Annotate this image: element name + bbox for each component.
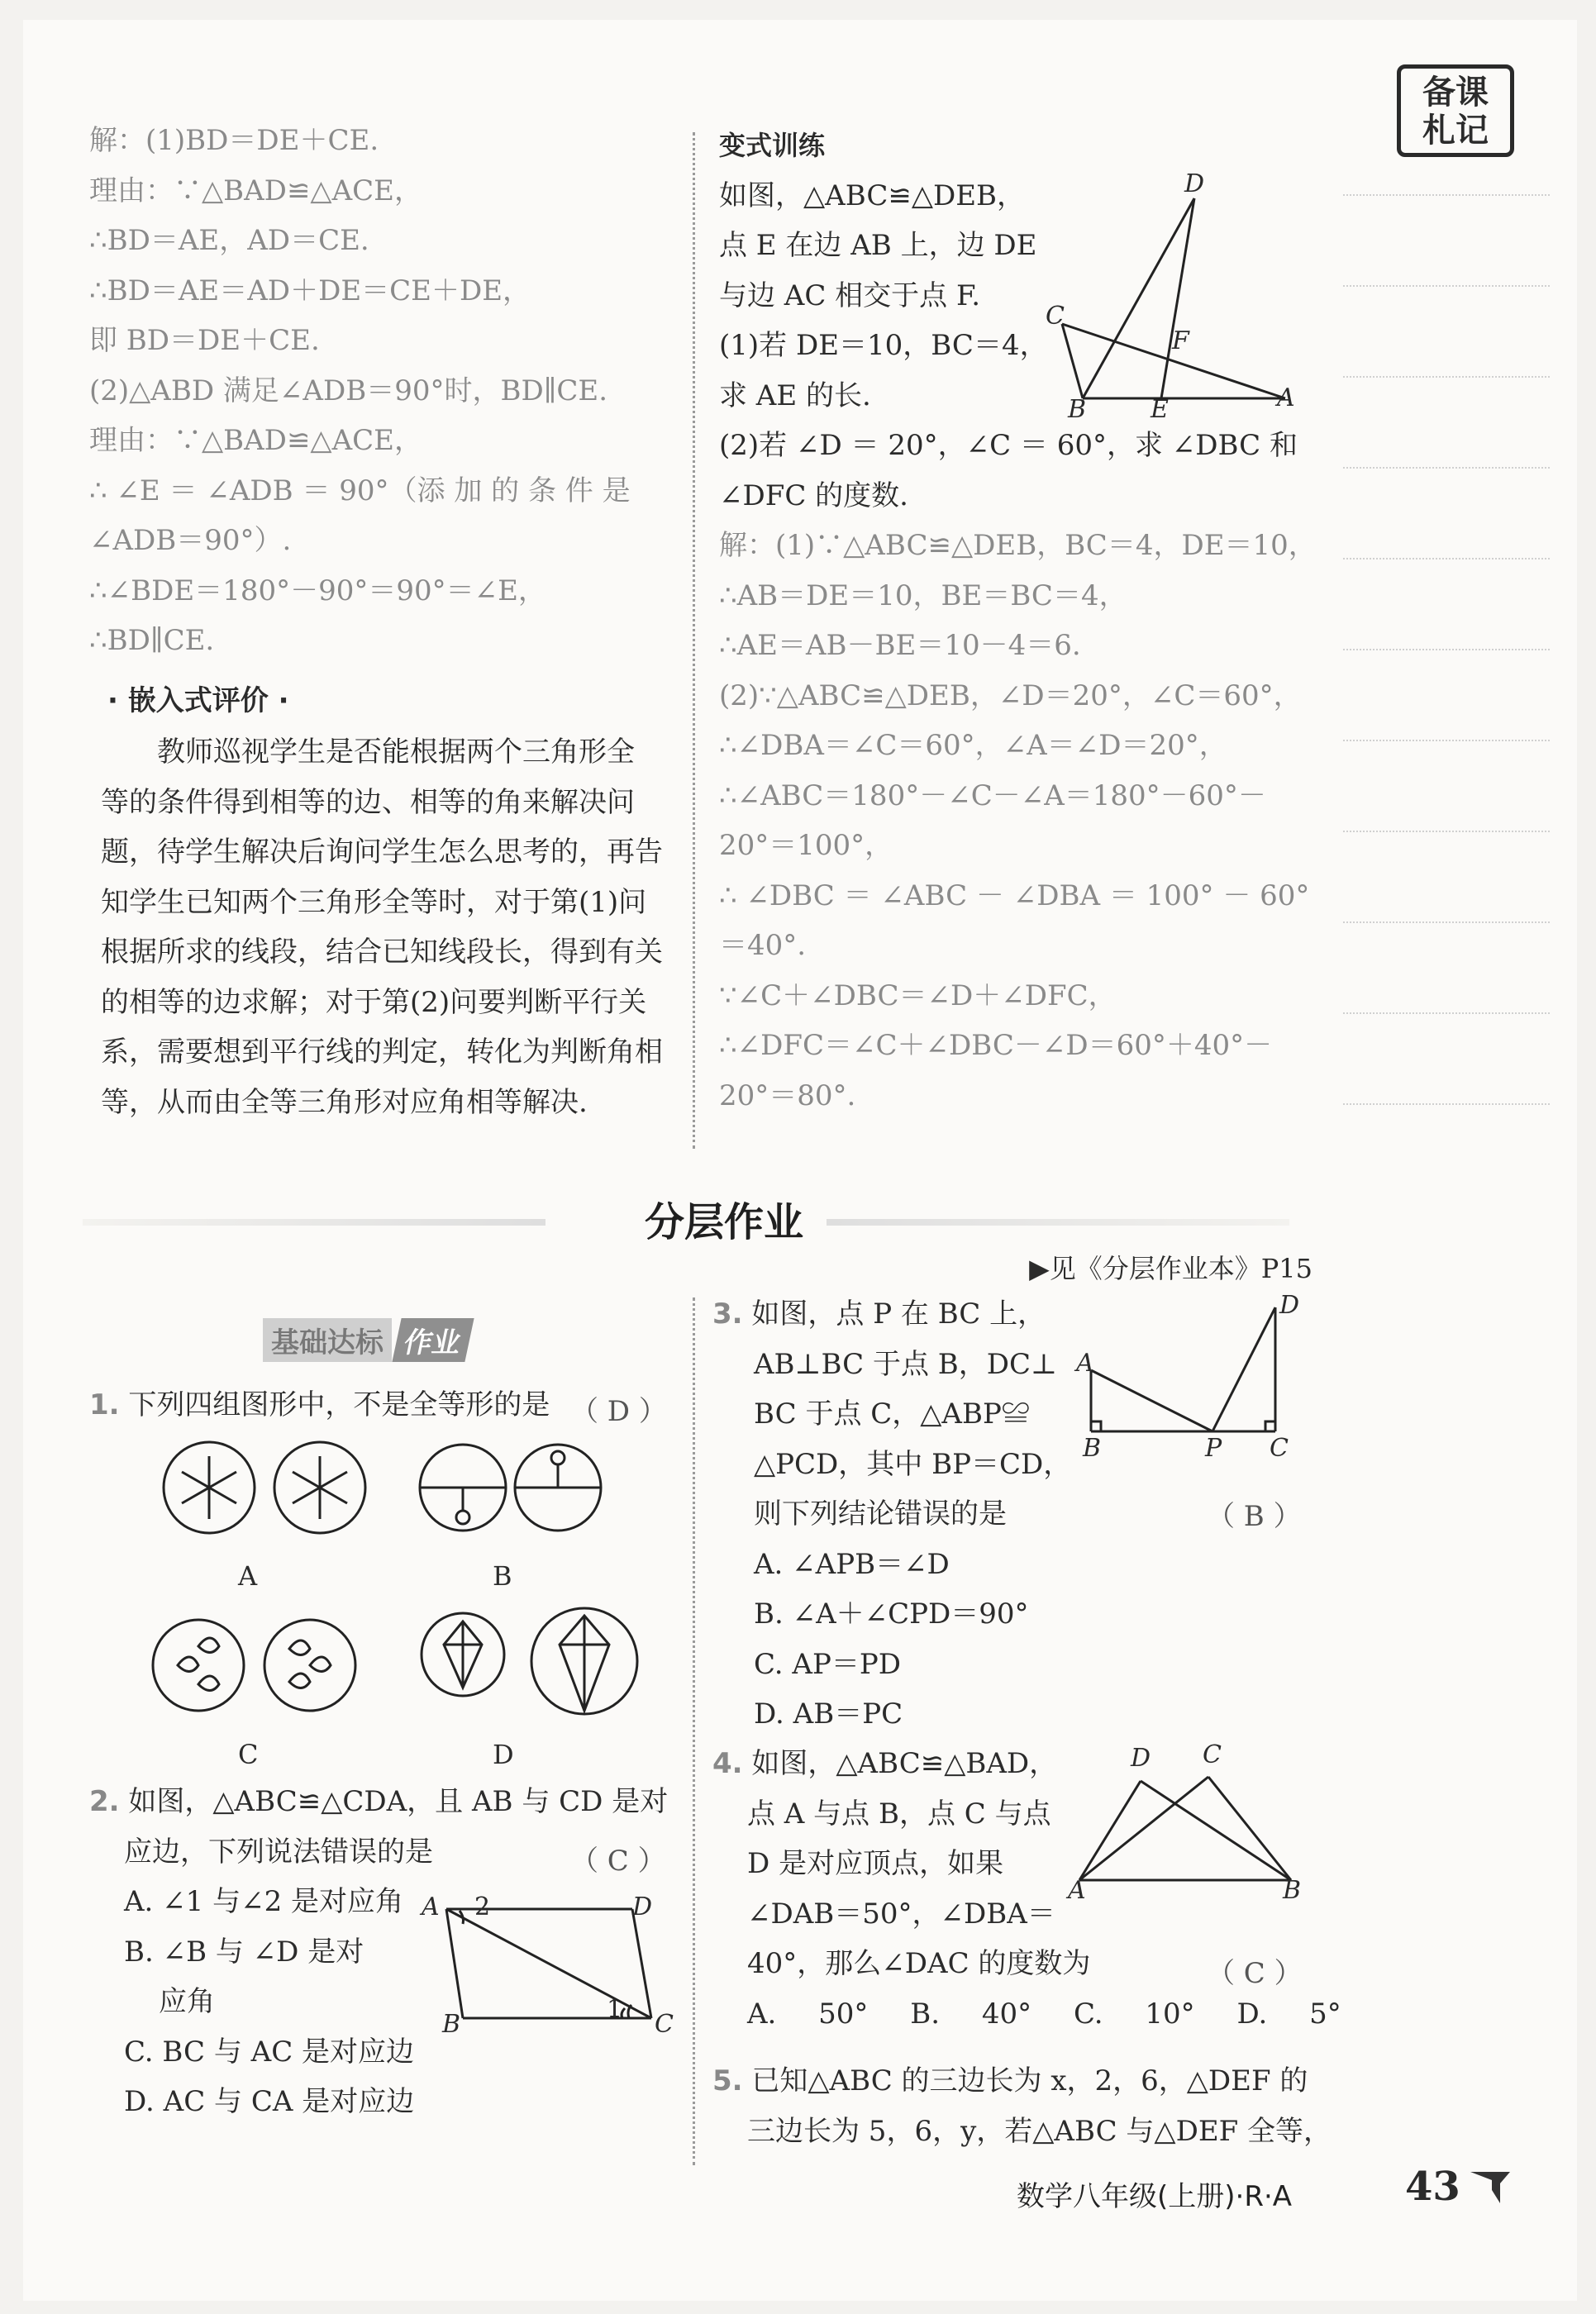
kite-d2 bbox=[560, 1616, 609, 1711]
solution-line: 解：(1)BD＝DE＋CE. bbox=[89, 124, 379, 157]
q4-label-B: B bbox=[1283, 1876, 1302, 1905]
q1-caption-a: A bbox=[238, 1560, 258, 1592]
workbook-reference: ▶见《分层作业本》P15 bbox=[1029, 1253, 1313, 1284]
variant-solution-line: 20°＝100°， bbox=[719, 829, 893, 862]
variant-solution-line: ∴ ∠DBC ＝ ∠ABC － ∠DBA ＝ 100° － 60° bbox=[719, 878, 1310, 912]
q2-label-1: 1 bbox=[607, 1995, 623, 2024]
q2-option-c: C. BC 与 AC 是对应边 bbox=[124, 2035, 415, 2069]
q4-answer: （ C ） bbox=[1207, 1957, 1303, 1990]
q3-number: 3. bbox=[712, 1297, 743, 1331]
q4-figure bbox=[1074, 1769, 1306, 1901]
solution-line: ∴BD＝AE，AD＝CE. bbox=[89, 224, 369, 257]
q2-line1: 如图，△ABC≌△CDA，且 AB 与 CD 是对 bbox=[128, 1785, 669, 1818]
variant-title: 变式训练 bbox=[719, 130, 826, 161]
solution-line: 即 BD＝DE＋CE. bbox=[89, 324, 320, 357]
q4-line: ∠DAB＝50°，∠DBA＝ bbox=[747, 1897, 1055, 1931]
section-banner bbox=[83, 1190, 1306, 1248]
q2-answer: （ C ） bbox=[570, 1845, 666, 1878]
variant-solution-line: ＝40°. bbox=[719, 929, 807, 962]
margin-ruled-line bbox=[1343, 921, 1550, 923]
variant-solution-line: ∴AE＝AB－BE＝10－4＝6. bbox=[719, 629, 1081, 662]
q4-number: 4. bbox=[712, 1747, 743, 1780]
q3-label-D: D bbox=[1279, 1291, 1300, 1320]
label-D: D bbox=[1184, 169, 1205, 198]
evaluation-line: 的相等的边求解；对于第(2)问要判断平行关 bbox=[101, 985, 647, 1019]
q3-label-B: B bbox=[1083, 1434, 1102, 1463]
solution-line: ∴BD＝AE＝AD＋DE＝CE＋DE， bbox=[89, 274, 531, 307]
q5-number: 5. bbox=[712, 2064, 743, 2097]
q2-label-D: D bbox=[632, 1893, 653, 1921]
question-3 bbox=[712, 1289, 1071, 1740]
hearts-c1 bbox=[178, 1638, 219, 1691]
variant-solution-line: ∴∠DFC＝∠C＋∠DBC－∠D＝60°＋40°－ bbox=[719, 1029, 1273, 1062]
variant-question-line: 求 AE 的长. bbox=[719, 379, 871, 412]
q3-line: △PCD，其中 BP＝CD， bbox=[754, 1447, 1072, 1481]
q1-caption-b: B bbox=[493, 1560, 512, 1592]
variant-figure bbox=[1025, 182, 1306, 421]
label-A: A bbox=[1277, 383, 1295, 412]
question-5 bbox=[712, 2056, 1332, 2156]
variant-question-line: ∠DFC 的度数. bbox=[719, 479, 908, 512]
q4-option-b: B. 40° bbox=[910, 1997, 1032, 2031]
q4-options bbox=[712, 1989, 1341, 2040]
q1-text: 下列四组图形中，不是全等形的是 bbox=[128, 1388, 550, 1421]
variant-solution-line: ∴AB＝DE＝10，BE＝BC＝4， bbox=[719, 578, 1127, 612]
page-number: 43 bbox=[1405, 2164, 1460, 2210]
column-separator-bottom bbox=[693, 1297, 695, 2165]
q2-option-a: A. ∠1 与∠2 是对应角 bbox=[124, 1885, 404, 1918]
q4-line: D 是对应顶点，如果 bbox=[747, 1847, 1004, 1880]
q4-label-D: D bbox=[1131, 1744, 1151, 1773]
q4-line: 40°，那么∠DAC 的度数为 bbox=[747, 1947, 1091, 1980]
evaluation-line: 题，待学生解决后询问学生怎么思考的，再告 bbox=[101, 836, 663, 869]
margin-ruled-line bbox=[1343, 467, 1550, 469]
variant-solution-line: 20°＝80°. bbox=[719, 1078, 856, 1112]
q4-option-c: C. 10° bbox=[1073, 1997, 1195, 2031]
evaluation-line: 等，从而由全等三角形对应角相等解决. bbox=[101, 1085, 588, 1119]
hearts-c2 bbox=[289, 1640, 331, 1688]
q4-line: 点 A 与点 B，点 C 与点 bbox=[747, 1797, 1051, 1831]
embedded-evaluation bbox=[107, 676, 289, 726]
margin-ruled-line bbox=[1343, 831, 1550, 832]
snowflake-a2 bbox=[293, 1456, 347, 1519]
q1-caption-c: C bbox=[238, 1739, 259, 1770]
q3-figure bbox=[1087, 1297, 1302, 1446]
variant-solution-line: 解：(1)∵△ABC≌△DEB，BC＝4，DE＝10， bbox=[719, 529, 1317, 562]
column-separator-top bbox=[693, 132, 695, 1149]
solution-line: 理由：∵△BAD≌△ACE， bbox=[89, 424, 422, 457]
solution-line: ∴∠BDE＝180°－90°＝90°＝∠E， bbox=[89, 574, 546, 607]
q4-option-d: D. 5° bbox=[1236, 1997, 1341, 2031]
margin-ruled-line bbox=[1343, 376, 1550, 378]
level-tag bbox=[263, 1318, 509, 1359]
variant-solution-line: ∴∠ABC＝180°－∠C－∠A＝180°－60°－ bbox=[719, 778, 1266, 812]
q2-line2: 应边，下列说法错误的是 bbox=[124, 1835, 433, 1869]
evaluation-line: 教师巡视学生是否能根据两个三角形全 bbox=[157, 736, 635, 769]
left-solution bbox=[89, 116, 631, 666]
level-tag-homework: 作业 bbox=[392, 1318, 474, 1362]
q2-option-d: D. AC 与 CA 是对应边 bbox=[124, 2085, 415, 2118]
snowflake-a1 bbox=[182, 1456, 236, 1519]
q2-label-A: A bbox=[422, 1893, 440, 1921]
margin-ruled-line bbox=[1343, 740, 1550, 741]
q3-option-c: C. AP＝PD bbox=[754, 1647, 901, 1681]
variant-question-line: 与边 AC 相交于点 F. bbox=[719, 279, 981, 312]
variant-question-line: (2)若 ∠D ＝ 20°，∠C ＝ 60°，求 ∠DBC 和 bbox=[719, 429, 1298, 462]
q2-figure bbox=[438, 1901, 661, 2033]
q3-line: BC 于点 C，△ABP≌ bbox=[754, 1397, 1030, 1431]
q2-label-2: 2 bbox=[474, 1893, 491, 1921]
q4-label-C: C bbox=[1203, 1740, 1222, 1769]
q4-label-A: A bbox=[1068, 1876, 1086, 1905]
evaluation-line: 系，需要想到平行线的判定，转化为判断角相 bbox=[101, 1036, 663, 1069]
banner-bar-left bbox=[83, 1219, 545, 1226]
q3-option-a: A. ∠APB＝∠D bbox=[754, 1547, 950, 1581]
q1-caption-d: D bbox=[493, 1739, 514, 1770]
variant-solution-line: (2)∵△ABC≌△DEB，∠D＝20°，∠C＝60°， bbox=[719, 678, 1302, 712]
section-title: 分层作业 bbox=[645, 1199, 804, 1245]
question-1 bbox=[89, 1380, 550, 1431]
q3-label-A: A bbox=[1076, 1349, 1094, 1378]
stamp-line2: 札记 bbox=[1422, 112, 1489, 150]
q4-option-a: A. 50° bbox=[747, 1997, 869, 2031]
label-F: F bbox=[1172, 326, 1189, 355]
variant-question-line: 如图，△ABC≌△DEB， bbox=[719, 179, 1026, 212]
page-corner-mark-icon bbox=[1467, 2165, 1517, 2207]
q5-line: 三边长为 5，6，y，若△ABC 与△DEF 全等， bbox=[747, 2114, 1332, 2148]
solution-line: 理由：∵△BAD≌△ACE， bbox=[89, 174, 422, 207]
evaluation-text bbox=[101, 727, 663, 1127]
margin-ruled-line bbox=[1343, 1103, 1550, 1105]
solution-line: ∠ADB＝90°）. bbox=[89, 524, 292, 557]
margin-ruled-line bbox=[1343, 558, 1550, 559]
kite-d1 bbox=[444, 1621, 482, 1688]
q5-line: 已知△ABC 的三边长为 x，2，6，△DEF 的 bbox=[751, 2064, 1308, 2097]
q1-figures bbox=[153, 1438, 682, 1752]
variant-question-line: (1)若 DE＝10，BC＝4， bbox=[719, 329, 1048, 362]
variant-solution bbox=[719, 521, 1317, 1121]
evaluation-line: 等的条件得到相等的边、相等的角来解决问 bbox=[101, 785, 635, 819]
footer-text: 数学八年级(上册)·R·A bbox=[1017, 2180, 1293, 2213]
q2-label-C: C bbox=[655, 2010, 674, 2039]
variant-question-line: 点 E 在边 AB 上，边 DE bbox=[719, 229, 1037, 262]
variant-solution-line: ∵∠C＋∠DBC＝∠D＋∠DFC， bbox=[719, 978, 1117, 1012]
q2-option-b-cont: 应角 bbox=[159, 1985, 215, 2018]
variant-solution-line: ∴∠DBA＝∠C＝60°，∠A＝∠D＝20°， bbox=[719, 729, 1227, 762]
stamp-line1: 备课 bbox=[1422, 74, 1489, 112]
q3-line: 如图，点 P 在 BC 上， bbox=[751, 1297, 1046, 1331]
solution-line: ∴ ∠E ＝ ∠ADB ＝ 90°（添 加 的 条 件 是 bbox=[89, 474, 631, 507]
q2-option-b: B. ∠B 与 ∠D 是对 bbox=[124, 1935, 364, 1969]
q3-line: AB⊥BC 于点 B，DC⊥ bbox=[754, 1347, 1057, 1381]
q3-label-C: C bbox=[1270, 1434, 1289, 1463]
q4-line: 如图，△ABC≌△BAD， bbox=[751, 1747, 1058, 1780]
evaluation-line: 知学生已知两个三角形全等时，对于第(1)问 bbox=[101, 885, 647, 919]
evaluation-title: · 嵌入式评价 · bbox=[107, 684, 289, 717]
q2-number: 2. bbox=[89, 1785, 120, 1818]
q2-label-B: B bbox=[442, 2010, 461, 2039]
margin-ruled-line bbox=[1343, 649, 1550, 650]
q1-answer: （ D ） bbox=[570, 1395, 667, 1428]
q3-label-P: P bbox=[1205, 1434, 1222, 1463]
label-B: B bbox=[1068, 395, 1087, 424]
q3-option-b: B. ∠A＋∠CPD＝90° bbox=[754, 1597, 1029, 1631]
margin-ruled-line bbox=[1343, 285, 1550, 287]
solution-line: ∴BD∥CE. bbox=[89, 624, 215, 657]
margin-ruled-line bbox=[1343, 194, 1550, 196]
label-C: C bbox=[1046, 302, 1065, 331]
banner-bar-right bbox=[827, 1219, 1289, 1226]
q3-answer: （ B ） bbox=[1207, 1500, 1302, 1533]
label-E: E bbox=[1151, 395, 1169, 424]
q3-option-d: D. AB＝PC bbox=[754, 1697, 903, 1731]
q1-number: 1. bbox=[89, 1388, 120, 1421]
notes-stamp bbox=[1397, 64, 1514, 157]
margin-ruled-line bbox=[1343, 1012, 1550, 1014]
solution-line: (2)△ABD 满足∠ADB＝90°时，BD∥CE. bbox=[89, 374, 608, 407]
level-tag-basic: 基础达标 bbox=[263, 1318, 392, 1362]
q3-line: 则下列结论错误的是 bbox=[754, 1497, 1007, 1531]
evaluation-line: 根据所求的线段，结合已知线段长，得到有关 bbox=[101, 936, 663, 969]
